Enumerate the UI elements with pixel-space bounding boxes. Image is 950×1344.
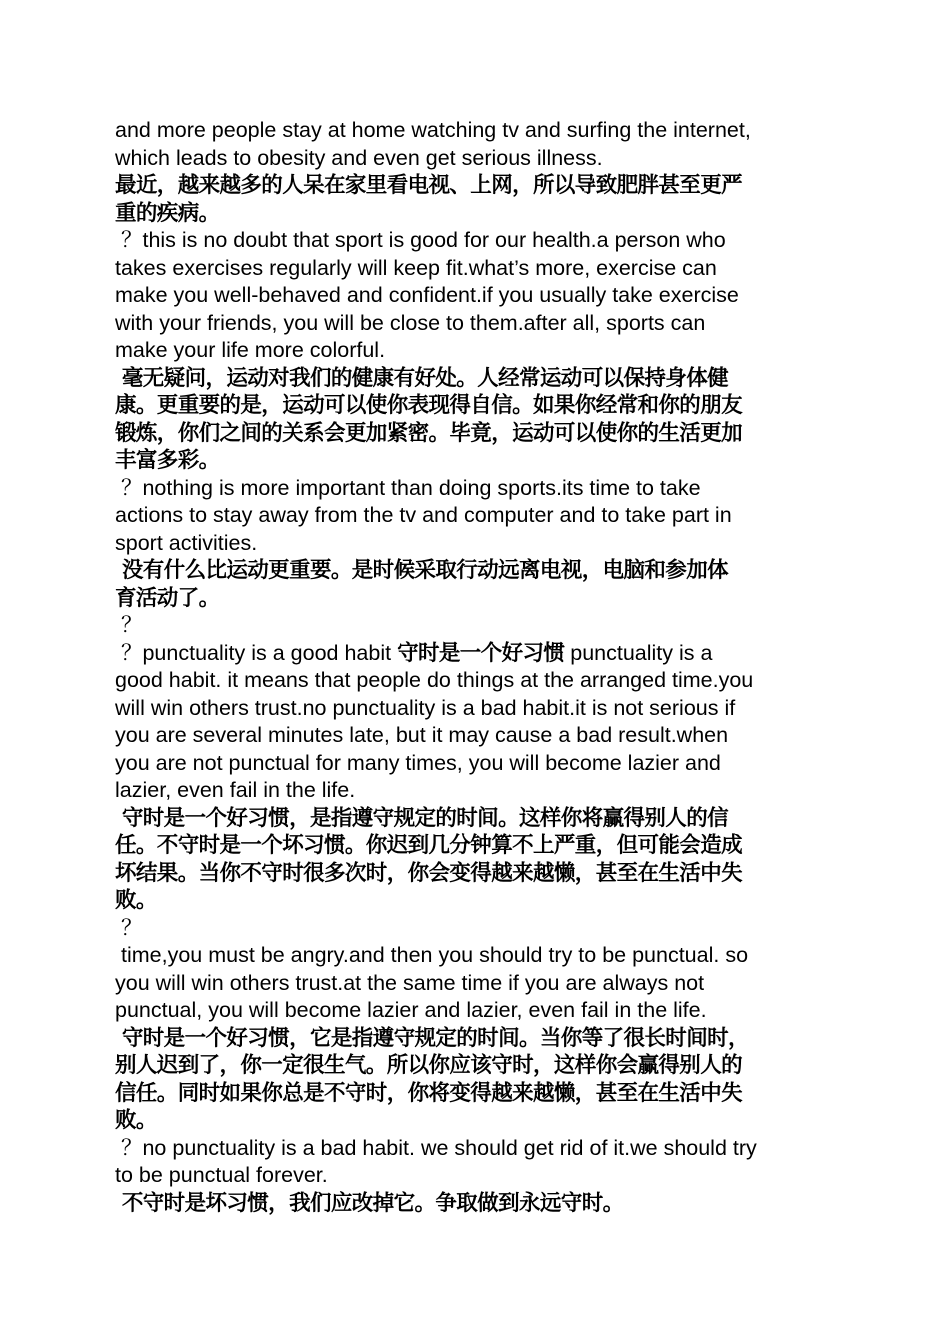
text-line: you will win others trust.at the same time if you are always not: [115, 970, 705, 995]
text-line: you are not punctual for many times, you will become lazier and: [115, 750, 721, 775]
text-line: with your friends, you will be close to them.after all, sports can: [115, 310, 706, 335]
text-line: make your life more colorful.: [115, 338, 386, 362]
text-line: make you well-behaved and confident.if you usually take exercise: [115, 283, 739, 307]
chinese-text-segment: 守时是一个好习惯: [397, 640, 565, 666]
chinese-text-line: 没有什么比运动更重要。是时候采取行动远离电视，电脑和参加体: [115, 558, 728, 583]
text-line: takes exercises regularly will keep fit.what’s more, exercise can: [115, 255, 717, 280]
text-segment: punctuality is a: [564, 640, 713, 665]
mixed-text-line: [115, 640, 837, 668]
text-line: ？no punctuality is a bad habit. we should get rid of it.we should try: [115, 1135, 757, 1160]
chinese-text-line: 败。: [115, 888, 157, 913]
text-line: punctual, you will become lazier and lazier, even fail in the life.: [115, 998, 707, 1022]
chinese-text-line: 毫无疑问，运动对我们的健康有好处。人经常运动可以保持身体健: [115, 365, 728, 391]
text-line: actions to stay away from the tv and computer and to take part in: [115, 503, 732, 527]
chinese-text-line: 育活动了。: [115, 585, 220, 611]
text-line: to be punctual forever.: [115, 1163, 328, 1187]
text-line: time,you must be angry.and then you should try to be punctual. so: [115, 943, 749, 967]
chinese-text-line: 坏结果。当你不守时很多次时，你会变得越来越懒，甚至在生活中失: [115, 860, 743, 886]
text-line: ？: [115, 613, 143, 637]
text-line: lazier, even fail in the life.: [115, 778, 356, 802]
chinese-text-line: 康。更重要的是，运动可以使你表现得自信。如果你经常和你的朋友: [115, 393, 743, 418]
chinese-text-line: 守时是一个好习惯，是指遵守规定的时间。这样你将赢得别人的信: [115, 805, 728, 831]
chinese-text-line: 重的疾病。: [115, 200, 220, 226]
text-line: will win others trust.no punctuality is a bad habit.it is not serious if: [115, 695, 736, 720]
text-line: which leads to obesity and even get serious illness.: [115, 145, 603, 170]
document-page: [115, 117, 837, 1217]
text-line: ？this is no doubt that sport is good for our health.a person who: [115, 228, 726, 252]
chinese-text-line: 不守时是坏习惯，我们应改掉它。争取做到永远守时。: [115, 1190, 624, 1216]
text-line: ？nothing is more important than doing sports.its time to take: [115, 475, 701, 500]
text-line: ？: [115, 915, 143, 940]
chinese-text-line: 守时是一个好习惯，它是指遵守规定的时间。当你等了很长时间时，: [115, 1025, 749, 1051]
text-line: sport activities.: [115, 530, 258, 555]
chinese-text-line: 别人迟到了，你一定很生气。所以你应该守时，这样你会赢得别人的: [115, 1053, 743, 1078]
chinese-text-line: 锻炼，你们之间的关系会更加紧密。毕竟，运动可以使你的生活更加: [115, 420, 743, 446]
chinese-text-line: 信任。同时如果你总是不守时，你将变得越来越懒，甚至在生活中失: [115, 1080, 743, 1106]
chinese-text-line: 丰富多彩。: [115, 448, 220, 473]
text-line: and more people stay at home watching tv and surfing the internet,: [115, 118, 751, 142]
text-line: good habit. it means that people do things at the arranged time.you: [115, 668, 754, 692]
chinese-text-line: 最近，越来越多的人呆在家里看电视、上网，所以导致肥胖甚至更严: [115, 173, 743, 198]
text-segment: ？punctuality is a good habit: [115, 640, 398, 665]
text-line: you are several minutes late, but it may cause a bad result.when: [115, 723, 729, 747]
chinese-text-line: 任。不守时是一个坏习惯。你迟到几分钟算不上严重，但可能会造成: [115, 833, 743, 858]
chinese-text-line: 败。: [115, 1108, 157, 1133]
